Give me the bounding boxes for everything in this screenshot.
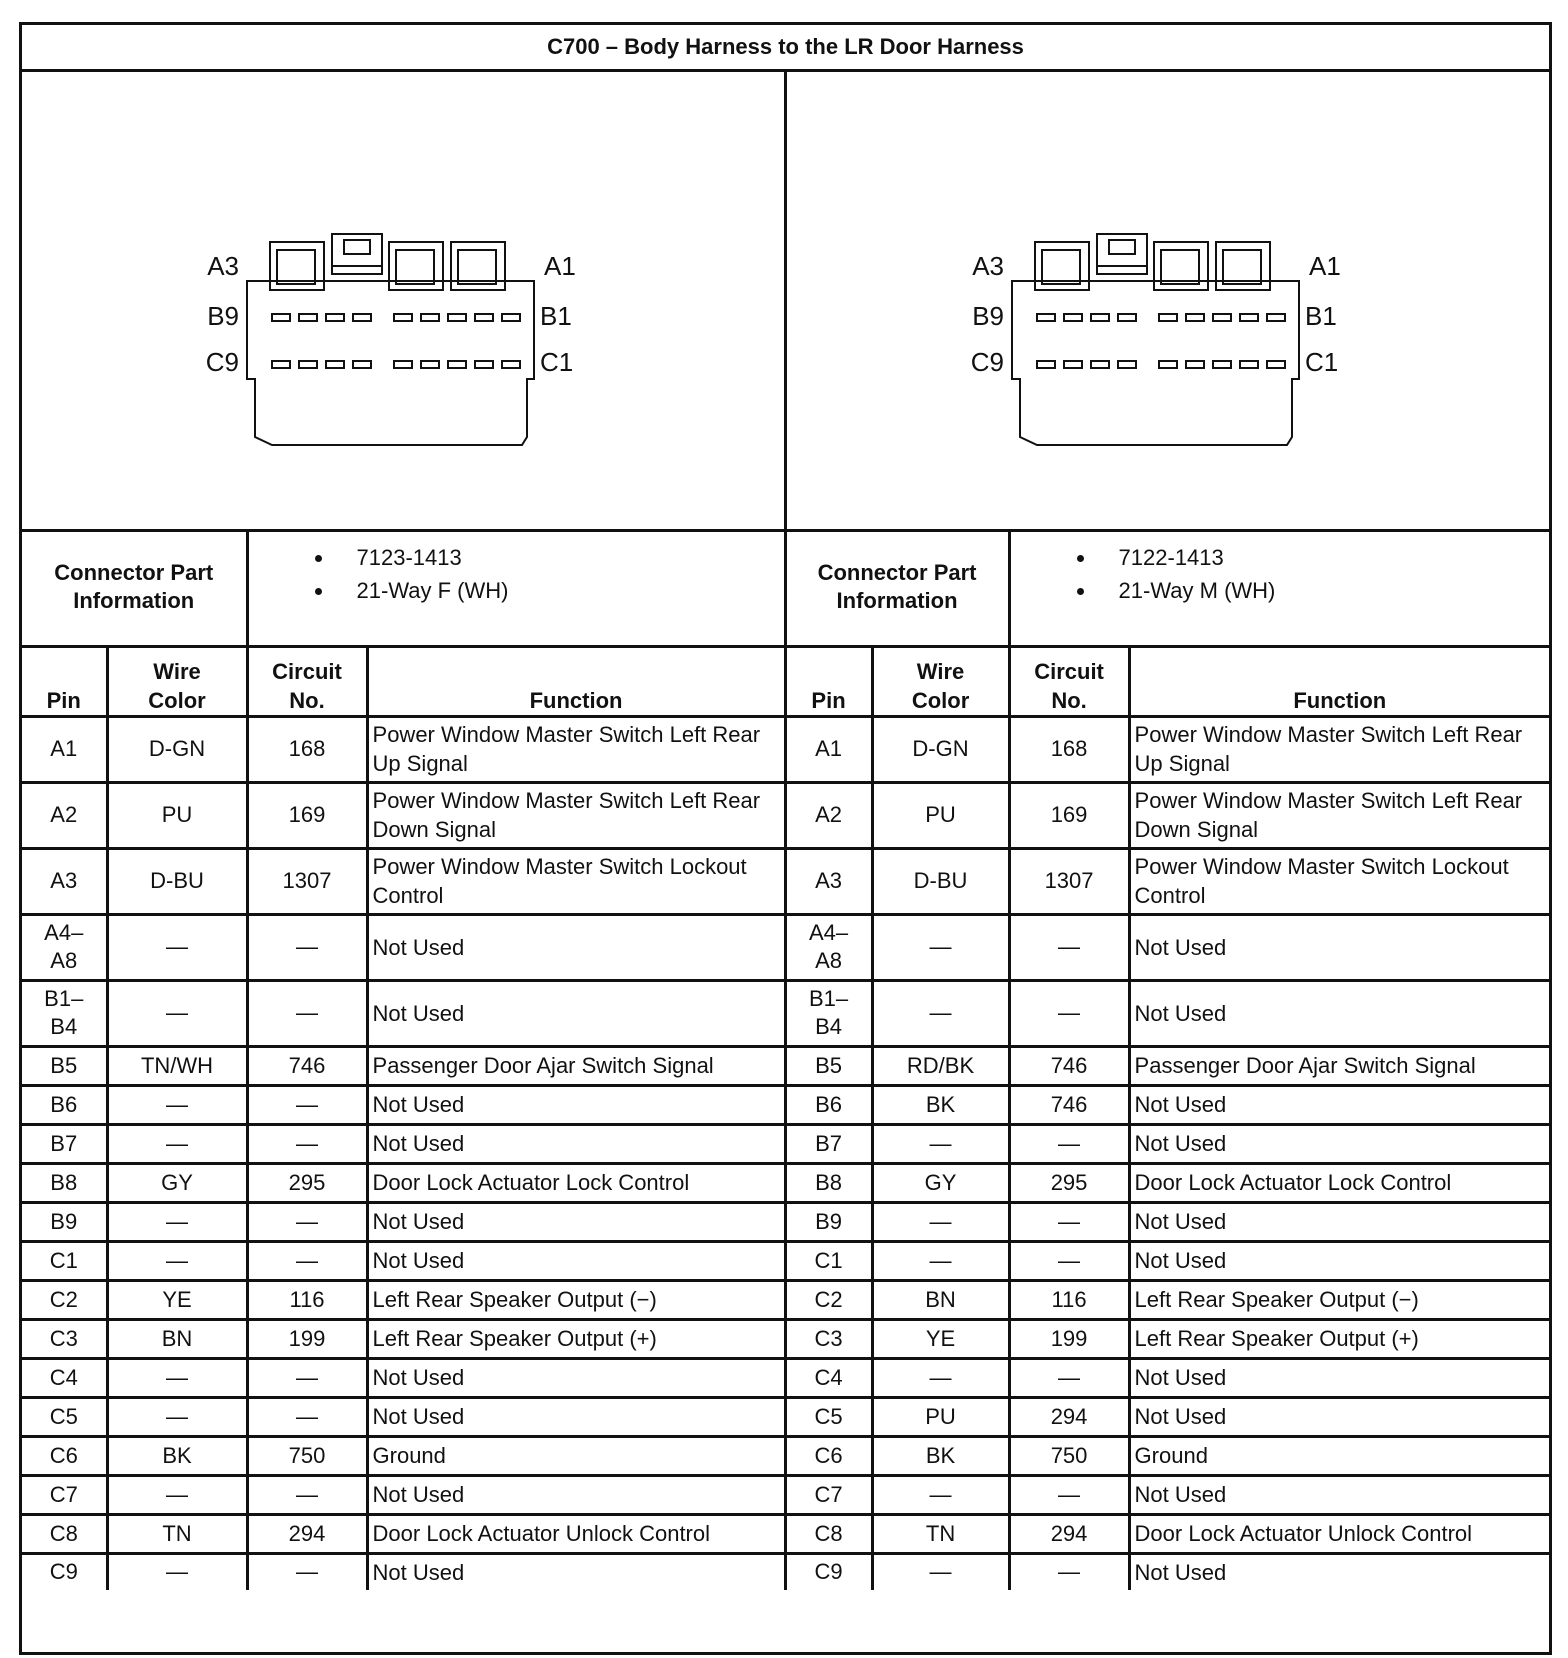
- circuit-cell: —: [1009, 1202, 1129, 1241]
- circuit-cell: 295: [247, 1163, 367, 1202]
- pin-slot: [1240, 314, 1258, 321]
- wire-color-cell: —: [872, 980, 1009, 1046]
- function-cell: Power Window Master Switch Left Rear Up Signal: [1129, 716, 1549, 782]
- wire-color-cell: TN/WH: [107, 1046, 247, 1085]
- circuit-cell: 116: [247, 1280, 367, 1319]
- pin-cell: C6: [22, 1436, 107, 1475]
- wire-color-cell: GY: [872, 1163, 1009, 1202]
- pin-cell: B1– B4: [22, 980, 107, 1046]
- pin-slot: [421, 314, 439, 321]
- pin-slot: [353, 361, 371, 368]
- pin-slot: [1267, 361, 1285, 368]
- table-row: [22, 1319, 1549, 1358]
- pin-slot: [1118, 361, 1136, 368]
- circuit-cell: —: [247, 1397, 367, 1436]
- pin-cell: C3: [785, 1319, 872, 1358]
- pin-cell: C1: [22, 1241, 107, 1280]
- function-cell: Not Used: [367, 980, 785, 1046]
- connector-info-row: [22, 529, 1549, 646]
- circuit-cell: 295: [1009, 1163, 1129, 1202]
- circuit-cell: —: [247, 980, 367, 1046]
- circuit-cell: —: [247, 1241, 367, 1280]
- function-cell: Not Used: [367, 1085, 785, 1124]
- circuit-cell: —: [1009, 1358, 1129, 1397]
- function-cell: Not Used: [1129, 1358, 1549, 1397]
- pin-cell: C7: [785, 1475, 872, 1514]
- wire-color-cell: GY: [107, 1163, 247, 1202]
- part-number: • 7122-1413: [1097, 541, 1546, 574]
- wire-color-cell: —: [872, 1553, 1009, 1590]
- function-cell: Not Used: [367, 1475, 785, 1514]
- pin-slot: [1091, 361, 1109, 368]
- circuit-cell: —: [1009, 1241, 1129, 1280]
- pin-slot: [394, 314, 412, 321]
- pin-cell: C6: [785, 1436, 872, 1475]
- function-cell: Not Used: [1129, 1397, 1549, 1436]
- pin-slot: [326, 361, 344, 368]
- wire-color-cell: RD/BK: [872, 1046, 1009, 1085]
- circuit-cell: —: [247, 1475, 367, 1514]
- wire-color-cell: BK: [872, 1085, 1009, 1124]
- connector-info-label-left: [22, 529, 247, 646]
- circuit-cell: 199: [1009, 1319, 1129, 1358]
- connector-type: • 21-Way F (WH): [335, 574, 780, 607]
- function-cell: Not Used: [367, 1241, 785, 1280]
- wire-color-cell: —: [107, 1085, 247, 1124]
- pin-label: C9: [970, 347, 1004, 377]
- wire-color-cell: —: [107, 980, 247, 1046]
- pin-slot: [1064, 361, 1082, 368]
- function-cell: Not Used: [367, 1397, 785, 1436]
- wire-color-cell: TN: [107, 1514, 247, 1553]
- pin-cell: A2: [785, 782, 872, 848]
- pinout-table: [22, 529, 1549, 1590]
- info-label-line: Connector Part: [54, 559, 214, 585]
- function-cell: Not Used: [1129, 980, 1549, 1046]
- circuit-cell: 750: [1009, 1436, 1129, 1475]
- wire-color-cell: PU: [872, 782, 1009, 848]
- pin-slot: [1186, 314, 1204, 321]
- circuit-cell: 746: [1009, 1085, 1129, 1124]
- wire-color-cell: —: [107, 1397, 247, 1436]
- function-cell: Door Lock Actuator Unlock Control: [367, 1514, 785, 1553]
- table-row: [22, 848, 1549, 914]
- pin-slot: [1091, 314, 1109, 321]
- pin-cell: C7: [22, 1475, 107, 1514]
- pin-label: C1: [1305, 347, 1339, 377]
- pin-slot: [1064, 314, 1082, 321]
- pin-slot: [1037, 361, 1055, 368]
- circuit-cell: —: [1009, 980, 1129, 1046]
- function-cell: Door Lock Actuator Lock Control: [1129, 1163, 1549, 1202]
- wire-color-cell: TN: [872, 1514, 1009, 1553]
- pin-cell: B8: [22, 1163, 107, 1202]
- function-cell: Not Used: [1129, 1553, 1549, 1590]
- wire-color-cell: YE: [872, 1319, 1009, 1358]
- function-cell: Not Used: [1129, 1085, 1549, 1124]
- pin-label: C1: [540, 347, 574, 377]
- wire-color-cell: —: [107, 1202, 247, 1241]
- connector-info-list-left: [247, 529, 785, 646]
- function-cell: Door Lock Actuator Lock Control: [367, 1163, 785, 1202]
- table-row: [22, 1163, 1549, 1202]
- pin-slot: [448, 314, 466, 321]
- pin-label: A3: [207, 251, 239, 281]
- function-cell: Passenger Door Ajar Switch Signal: [1129, 1046, 1549, 1085]
- table-row: [22, 914, 1549, 980]
- wire-color-cell: —: [872, 1202, 1009, 1241]
- table-row: [22, 1202, 1549, 1241]
- pin-slot: [502, 314, 520, 321]
- connector-diagram-female: [22, 69, 787, 529]
- circuit-cell: 1307: [1009, 848, 1129, 914]
- circuit-cell: 746: [1009, 1046, 1129, 1085]
- pin-cell: C5: [22, 1397, 107, 1436]
- pin-slot: [1213, 314, 1231, 321]
- table-row: [22, 1358, 1549, 1397]
- pin-cell: A1: [22, 716, 107, 782]
- pin-slot: [1159, 314, 1177, 321]
- circuit-cell: 1307: [247, 848, 367, 914]
- wire-color-cell: D-GN: [107, 716, 247, 782]
- pin-slot: [394, 361, 412, 368]
- latch-center-inner: [344, 240, 370, 254]
- pin-cell: B7: [22, 1124, 107, 1163]
- wire-color-cell: —: [107, 1475, 247, 1514]
- circuit-cell: —: [1009, 1475, 1129, 1514]
- connector-diagram-row: [22, 69, 1549, 532]
- latch-a1-inner: [1223, 250, 1261, 284]
- circuit-cell: —: [1009, 914, 1129, 980]
- wire-color-cell: D-BU: [872, 848, 1009, 914]
- wire-color-cell: —: [107, 1241, 247, 1280]
- wire-color-cell: —: [872, 1241, 1009, 1280]
- pin-cell: A4– A8: [785, 914, 872, 980]
- latch-a3-inner: [1042, 250, 1080, 284]
- pin-cell: B6: [22, 1085, 107, 1124]
- connector-info-label-right: [785, 529, 1009, 646]
- pin-slot: [1159, 361, 1177, 368]
- col-wire-color: Wire Color: [107, 646, 247, 716]
- wire-color-cell: YE: [107, 1280, 247, 1319]
- function-cell: Left Rear Speaker Output (−): [367, 1280, 785, 1319]
- function-cell: Ground: [1129, 1436, 1549, 1475]
- wire-color-cell: —: [872, 1358, 1009, 1397]
- circuit-cell: 168: [247, 716, 367, 782]
- circuit-cell: —: [247, 1553, 367, 1590]
- pin-cell: B8: [785, 1163, 872, 1202]
- pin-cell: A1: [785, 716, 872, 782]
- col-function: Function: [367, 646, 785, 716]
- wire-color-cell: PU: [872, 1397, 1009, 1436]
- wire-color-cell: —: [107, 1553, 247, 1590]
- table-row: [22, 1085, 1549, 1124]
- wire-color-cell: —: [107, 1358, 247, 1397]
- table-row: [22, 1241, 1549, 1280]
- pin-cell: B7: [785, 1124, 872, 1163]
- wire-color-cell: D-GN: [872, 716, 1009, 782]
- pin-slot: [299, 361, 317, 368]
- col-pin: Pin: [785, 646, 872, 716]
- pin-slot: [475, 361, 493, 368]
- pin-cell: B5: [22, 1046, 107, 1085]
- pin-cell: C4: [22, 1358, 107, 1397]
- table-row: [22, 1124, 1549, 1163]
- wire-color-cell: BN: [872, 1280, 1009, 1319]
- latch-a3-inner: [277, 250, 315, 284]
- pin-slot: [272, 314, 290, 321]
- wire-color-cell: BN: [107, 1319, 247, 1358]
- wire-color-cell: —: [872, 1475, 1009, 1514]
- function-cell: Power Window Master Switch Lockout Control: [367, 848, 785, 914]
- wire-color-cell: BK: [107, 1436, 247, 1475]
- function-cell: Left Rear Speaker Output (+): [367, 1319, 785, 1358]
- pin-label: A1: [1309, 251, 1341, 281]
- latch-a1-inner: [458, 250, 496, 284]
- circuit-cell: 294: [247, 1514, 367, 1553]
- function-cell: Ground: [367, 1436, 785, 1475]
- pin-cell: B9: [22, 1202, 107, 1241]
- connector-info-list-right: [1009, 529, 1549, 646]
- info-label-line: Connector Part: [817, 559, 977, 585]
- pin-cell: B9: [785, 1202, 872, 1241]
- info-label-line: Information: [836, 587, 958, 613]
- pin-label: B1: [540, 301, 572, 331]
- pin-slot: [272, 361, 290, 368]
- pin-cell: A3: [22, 848, 107, 914]
- pin-cell: C2: [785, 1280, 872, 1319]
- circuit-cell: —: [247, 1358, 367, 1397]
- circuit-cell: 294: [1009, 1514, 1129, 1553]
- table-row: [22, 1280, 1549, 1319]
- pin-cell: A4– A8: [22, 914, 107, 980]
- pin-cell: B6: [785, 1085, 872, 1124]
- circuit-cell: —: [247, 1124, 367, 1163]
- circuit-cell: 750: [247, 1436, 367, 1475]
- function-cell: Left Rear Speaker Output (−): [1129, 1280, 1549, 1319]
- connector-drawing: [22, 69, 782, 529]
- pin-label: A1: [544, 251, 576, 281]
- table-row: [22, 1046, 1549, 1085]
- function-cell: Power Window Master Switch Left Rear Up Signal: [367, 716, 785, 782]
- pin-label: B1: [1305, 301, 1337, 331]
- pin-slot: [421, 361, 439, 368]
- circuit-cell: 199: [247, 1319, 367, 1358]
- table-row: [22, 980, 1549, 1046]
- function-cell: Not Used: [1129, 1124, 1549, 1163]
- table-row: [22, 1514, 1549, 1553]
- function-cell: Not Used: [1129, 1475, 1549, 1514]
- circuit-cell: —: [247, 1202, 367, 1241]
- col-function: Function: [1129, 646, 1549, 716]
- function-cell: Not Used: [367, 1124, 785, 1163]
- info-label-line: Information: [73, 587, 195, 613]
- connector-sheet: [19, 22, 1552, 1655]
- circuit-cell: 169: [1009, 782, 1129, 848]
- pin-slot: [1213, 361, 1231, 368]
- function-cell: Left Rear Speaker Output (+): [1129, 1319, 1549, 1358]
- part-number: • 7123-1413: [335, 541, 780, 574]
- function-cell: Not Used: [367, 1202, 785, 1241]
- connector-drawing: [787, 69, 1547, 529]
- pin-cell: B1– B4: [785, 980, 872, 1046]
- function-cell: Door Lock Actuator Unlock Control: [1129, 1514, 1549, 1553]
- pin-cell: C9: [22, 1553, 107, 1590]
- wire-color-cell: D-BU: [107, 848, 247, 914]
- wire-color-cell: —: [872, 1124, 1009, 1163]
- pin-slot: [1037, 314, 1055, 321]
- pin-slot: [1186, 361, 1204, 368]
- pin-cell: C8: [22, 1514, 107, 1553]
- function-cell: Not Used: [1129, 1202, 1549, 1241]
- pin-label: A3: [972, 251, 1004, 281]
- pin-cell: C9: [785, 1553, 872, 1590]
- function-cell: Not Used: [367, 914, 785, 980]
- function-cell: Power Window Master Switch Lockout Control: [1129, 848, 1549, 914]
- circuit-cell: —: [247, 914, 367, 980]
- pin-slot: [353, 314, 371, 321]
- function-cell: Power Window Master Switch Left Rear Down Signal: [1129, 782, 1549, 848]
- table-row: [22, 1475, 1549, 1514]
- pin-slot: [326, 314, 344, 321]
- pin-slot: [1118, 314, 1136, 321]
- circuit-cell: 169: [247, 782, 367, 848]
- col-circuit: Circuit No.: [1009, 646, 1129, 716]
- pin-label: B9: [207, 301, 239, 331]
- wire-color-cell: BK: [872, 1436, 1009, 1475]
- wire-color-cell: —: [107, 1124, 247, 1163]
- circuit-cell: —: [247, 1085, 367, 1124]
- wire-color-cell: PU: [107, 782, 247, 848]
- circuit-cell: —: [1009, 1124, 1129, 1163]
- connector-diagram-male: [787, 69, 1549, 529]
- circuit-cell: 294: [1009, 1397, 1129, 1436]
- latch-center-inner: [1109, 240, 1135, 254]
- pin-cell: C3: [22, 1319, 107, 1358]
- pin-cell: C4: [785, 1358, 872, 1397]
- pin-slot: [1267, 314, 1285, 321]
- table-row: [22, 1397, 1549, 1436]
- pin-label: C9: [205, 347, 239, 377]
- table-row: [22, 1436, 1549, 1475]
- pin-slot: [475, 314, 493, 321]
- table-row: [22, 1553, 1549, 1590]
- pin-cell: B5: [785, 1046, 872, 1085]
- pin-slot: [448, 361, 466, 368]
- pin-cell: C2: [22, 1280, 107, 1319]
- function-cell: Not Used: [367, 1358, 785, 1397]
- page-title: C700 – Body Harness to the LR Door Harness: [22, 25, 1549, 72]
- wire-color-cell: —: [107, 914, 247, 980]
- function-cell: Passenger Door Ajar Switch Signal: [367, 1046, 785, 1085]
- pin-cell: C8: [785, 1514, 872, 1553]
- connector-type: • 21-Way M (WH): [1097, 574, 1546, 607]
- col-wire-color: Wire Color: [872, 646, 1009, 716]
- function-cell: Power Window Master Switch Left Rear Down Signal: [367, 782, 785, 848]
- pin-label: B9: [972, 301, 1004, 331]
- function-cell: Not Used: [367, 1553, 785, 1590]
- function-cell: Not Used: [1129, 1241, 1549, 1280]
- column-header-row: [22, 646, 1549, 716]
- circuit-cell: 746: [247, 1046, 367, 1085]
- table-row: [22, 716, 1549, 782]
- table-row: [22, 782, 1549, 848]
- col-circuit: Circuit No.: [247, 646, 367, 716]
- circuit-cell: 168: [1009, 716, 1129, 782]
- pin-slot: [502, 361, 520, 368]
- circuit-cell: —: [1009, 1553, 1129, 1590]
- wire-color-cell: —: [872, 914, 1009, 980]
- col-pin: Pin: [22, 646, 107, 716]
- pin-cell: C1: [785, 1241, 872, 1280]
- circuit-cell: 116: [1009, 1280, 1129, 1319]
- pin-cell: A3: [785, 848, 872, 914]
- latch-a2-inner: [1161, 250, 1199, 284]
- pin-slot: [299, 314, 317, 321]
- latch-a2-inner: [396, 250, 434, 284]
- pin-cell: A2: [22, 782, 107, 848]
- function-cell: Not Used: [1129, 914, 1549, 980]
- pin-slot: [1240, 361, 1258, 368]
- pin-cell: C5: [785, 1397, 872, 1436]
